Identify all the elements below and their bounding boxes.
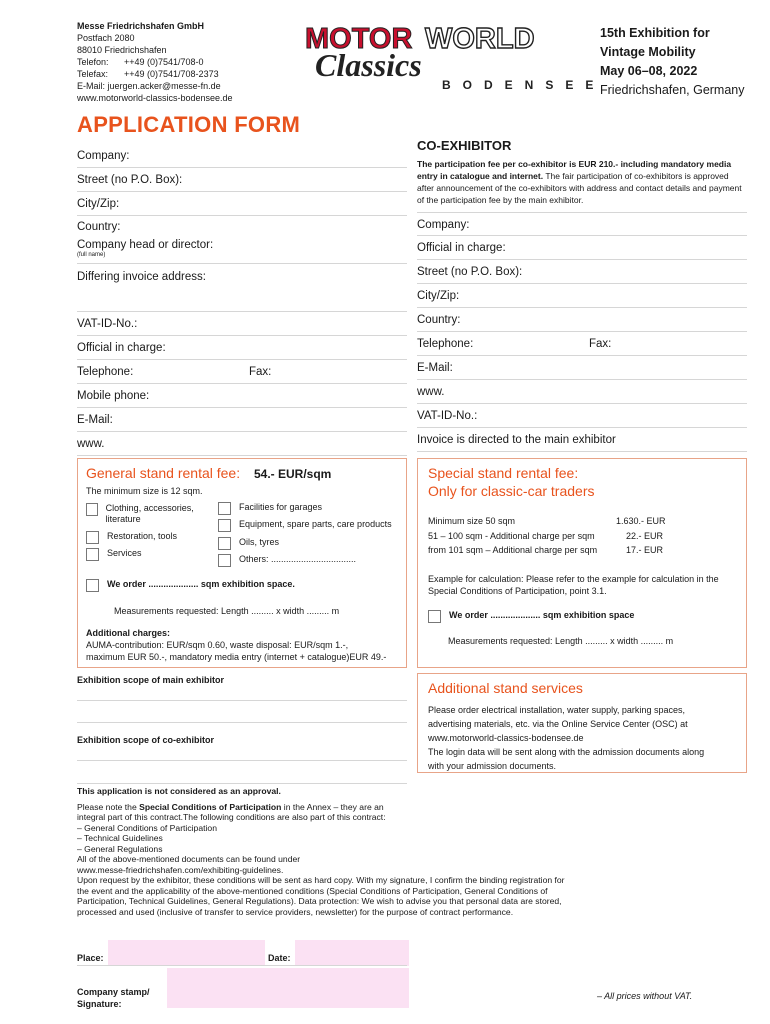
- co-www-label: www.: [417, 386, 445, 398]
- street-field[interactable]: [77, 168, 407, 192]
- co-telephone-field[interactable]: [417, 332, 747, 356]
- order-label: We order .................... sqm exhibition space: [449, 610, 635, 620]
- para-text: Please note the: [77, 801, 140, 812]
- services-title: Additional stand services: [428, 680, 583, 696]
- co-vat-label: VAT-ID-No.:: [417, 410, 478, 422]
- general-stand-box: [77, 458, 407, 668]
- co-telephone-label: Telephone:: [417, 338, 474, 350]
- date-label: Date:: [268, 953, 291, 963]
- option-label: Clothing, accessories, literature: [105, 503, 194, 524]
- additional-services-box: [417, 673, 747, 773]
- co-company-label: Company:: [417, 219, 470, 231]
- scope-main-line-2[interactable]: [77, 722, 407, 723]
- country-label: Country:: [77, 221, 121, 233]
- divider: [77, 965, 407, 966]
- general-order[interactable]: [86, 579, 404, 592]
- co-www-field[interactable]: [417, 380, 747, 404]
- co-country-field[interactable]: [417, 308, 747, 332]
- co-street-field[interactable]: [417, 260, 747, 284]
- event-dates: May 06–08, 2022: [600, 64, 698, 78]
- additional-charges-title: Additional charges:: [86, 628, 171, 638]
- event-line2: Vintage Mobility: [600, 45, 696, 59]
- condition-item-2: – Technical Guidelines: [77, 833, 163, 843]
- checkbox[interactable]: [86, 579, 99, 592]
- checkbox[interactable]: [86, 548, 99, 561]
- email-field[interactable]: [77, 408, 407, 432]
- phone-row: [77, 56, 233, 68]
- page-title: APPLICATION FORM: [77, 112, 301, 137]
- scope-co-label: Exhibition scope of co-exhibitor: [77, 735, 215, 745]
- checkbox[interactable]: [218, 502, 231, 515]
- coexhibitor-fee: The participation fee per co-exhibitor is EUR 210.- including mandatory media entry in catalogue and internet.: [417, 159, 732, 181]
- coexhibitor-section: [417, 138, 747, 452]
- special-stand-box: [417, 458, 747, 668]
- official-field[interactable]: [77, 336, 407, 360]
- general-price: 54.- EUR/sqm: [254, 467, 332, 481]
- fax-row: [77, 68, 233, 80]
- order-label: We order .................... sqm exhibition space.: [107, 579, 295, 589]
- logo-classics: Classics: [315, 47, 422, 83]
- phone-number: ++49 (0)7541/708-0: [124, 57, 204, 67]
- special-title: Special stand rental fee:: [428, 465, 579, 481]
- option-label: Others: ..................................: [239, 554, 357, 564]
- option-label: Restoration, tools: [107, 531, 178, 541]
- option-garages[interactable]: [218, 502, 406, 515]
- cityzip-label: City/Zip:: [77, 198, 120, 210]
- co-vat-field[interactable]: [417, 404, 747, 428]
- fax-label: Fax:: [249, 366, 272, 378]
- fax-label: Telefax:: [77, 69, 109, 79]
- scope-co-line-2[interactable]: [77, 783, 407, 784]
- option-clothing[interactable]: [86, 503, 216, 525]
- checkbox[interactable]: [218, 554, 231, 567]
- street-label: Street (no P.O. Box):: [77, 174, 183, 186]
- additional-charges-1: AUMA-contribution: EUR/sqm 0.60, waste disposal: EUR/sqm 1.-,: [86, 640, 349, 650]
- scope-co-line[interactable]: [77, 760, 407, 761]
- services-line5: with your admission documents.: [428, 761, 557, 771]
- special-conditions-link: Special Conditions of Participation: [139, 801, 282, 812]
- co-cityzip-field[interactable]: [417, 284, 747, 308]
- option-oils[interactable]: [218, 537, 406, 550]
- coexhibitor-text: [417, 158, 747, 206]
- co-country-label: Country:: [417, 314, 461, 326]
- general-min-size: The minimum size is 12 sqm.: [86, 486, 203, 496]
- option-equipment[interactable]: [218, 519, 406, 532]
- scope-main-line[interactable]: [77, 700, 407, 701]
- condition-item-1: – General Conditions of Participation: [77, 822, 217, 833]
- option-label: Services: [107, 548, 142, 558]
- documents-location: All of the above-mentioned documents can be found under www.messe-friedrichshafen.com/exhibiting-guidelines.: [77, 854, 301, 875]
- services-line4: The login data will be sent along with the admission documents along: [428, 747, 705, 757]
- cityzip-field[interactable]: [77, 192, 407, 216]
- special-order[interactable]: [428, 610, 738, 623]
- email: E-Mail: juergen.acker@messe-fn.de: [77, 81, 221, 91]
- head-label: Company head or director:: [77, 239, 214, 251]
- event-line1: 15th Exhibition for: [600, 26, 710, 40]
- additional-charges-2: maximum EUR 50.-, mandatory media entry (internet + catalogue)EUR 49.-: [86, 652, 387, 662]
- option-label: Equipment, spare parts, care products: [239, 519, 392, 529]
- www-field[interactable]: [77, 432, 407, 456]
- logo-motor: MOTOR: [305, 23, 413, 55]
- vat-label: VAT-ID-No.:: [77, 318, 138, 330]
- general-measurements[interactable]: Measurements requested: Length ......... x width ......... m: [114, 606, 340, 616]
- head-note: (full name): [77, 252, 106, 258]
- special-subtitle: Only for classic-car traders: [428, 483, 595, 499]
- company-field[interactable]: [77, 144, 407, 168]
- telephone-label: Telephone:: [77, 366, 134, 378]
- approval-note: This application is not considered as an approval.: [77, 786, 281, 796]
- co-email-field[interactable]: [417, 356, 747, 380]
- logo-world: WORLD: [425, 23, 535, 55]
- www-label: www.: [77, 438, 105, 450]
- coexhibitor-title: CO-EXHIBITOR: [417, 138, 512, 153]
- signature-label: Signature:: [77, 999, 122, 1009]
- date-field[interactable]: [295, 940, 409, 966]
- phone-label: Telefon:: [77, 57, 109, 67]
- option-restoration[interactable]: [86, 531, 216, 544]
- country-field[interactable]: [77, 216, 407, 234]
- company-label: Company:: [77, 150, 130, 162]
- services-url[interactable]: www.motorworld-classics-bodensee.de: [428, 733, 584, 743]
- co-company-field[interactable]: [417, 212, 747, 236]
- rate-row-1: Minimum size 50 sqm: [428, 516, 516, 526]
- invoice-label: Differing invoice address:: [77, 271, 206, 283]
- invoice-field[interactable]: [77, 264, 407, 312]
- event-location: Friedrichshafen, Germany: [600, 83, 745, 97]
- option-label: Facilities for garages: [239, 502, 323, 512]
- logo-bodensee: BODENSEE: [442, 78, 606, 92]
- option-services[interactable]: [86, 548, 216, 561]
- checkbox[interactable]: [428, 610, 441, 623]
- place-label: Place:: [77, 953, 104, 963]
- rate-value-1: 1.630.- EUR: [616, 516, 666, 526]
- checkbox[interactable]: [218, 519, 231, 532]
- general-title: General stand rental fee:: [86, 465, 241, 481]
- official-label: Official in charge:: [77, 342, 166, 354]
- postbox: Postfach 2080: [77, 33, 135, 43]
- rate-value-3: 17.- EUR: [626, 545, 664, 555]
- vat-note: – All prices without VAT.: [597, 991, 693, 1001]
- option-others[interactable]: [218, 554, 406, 567]
- rate-row-2: 51 – 100 sqm - Additional charge per sqm: [428, 531, 595, 541]
- scope-main-label: Exhibition scope of main exhibitor: [77, 675, 225, 685]
- fax-number: ++49 (0)7541/708-2373: [124, 69, 219, 79]
- sender-address: [77, 20, 233, 104]
- special-measurements[interactable]: Measurements requested: Length ......... x width ......... m: [448, 636, 674, 646]
- option-label: Oils, tyres: [239, 537, 280, 547]
- services-line1: Please order electrical installation, water supply, parking spaces,: [428, 705, 685, 715]
- signature-field[interactable]: [167, 968, 409, 1008]
- exhibitor-fields: [77, 144, 407, 456]
- co-cityzip-label: City/Zip:: [417, 290, 460, 302]
- co-invoice-note: [417, 428, 747, 452]
- conditions-para: [77, 802, 397, 823]
- city: 88010 Friedrichshafen: [77, 45, 167, 55]
- co-invoice-label: Invoice is directed to the main exhibitor: [417, 434, 616, 446]
- co-official-field[interactable]: [417, 236, 747, 260]
- co-street-label: Street (no P.O. Box):: [417, 266, 523, 278]
- company-name: Messe Friedrichshafen GmbH: [77, 21, 205, 31]
- telephone-field[interactable]: [77, 360, 407, 384]
- services-line2: advertising materials, etc. via the Online Service Center (OSC) at: [428, 719, 688, 729]
- condition-item-3: – General Regulations: [77, 843, 163, 854]
- signature-consent: Upon request by the exhibitor, these conditions will be sent as hard copy. With my signature, I confirm the binding registration for the event and the applicability of the above-mentioned conditions (Special Conditions of Participation, General Conditions of Participation, Technical Guidelines, General Regulations). Data protection: We wish to advise you that personal data are stored, processed and used (inclusive of transfer to service providers, newsletter) for the purpose of contract performance.: [77, 875, 565, 917]
- vat-field[interactable]: [77, 312, 407, 336]
- mobile-field[interactable]: [77, 384, 407, 408]
- email-label: E-Mail:: [77, 414, 113, 426]
- rate-row-3: from 101 sqm – Additional charge per sqm: [428, 545, 598, 555]
- head-field[interactable]: [77, 234, 407, 264]
- mobile-label: Mobile phone:: [77, 390, 150, 402]
- place-field[interactable]: [108, 940, 265, 966]
- rate-value-2: 22.- EUR: [626, 531, 664, 541]
- stamp-label: Company stamp/: [77, 987, 150, 997]
- co-email-label: E-Mail:: [417, 362, 453, 374]
- co-fax-label: Fax:: [589, 338, 612, 350]
- event-info: [600, 24, 745, 100]
- para-text: in the Annex – they are an integral part of this contract.The following conditions are also part of this contract:: [77, 801, 386, 822]
- co-official-label: Official in charge:: [417, 242, 506, 254]
- checkbox[interactable]: [218, 537, 231, 550]
- website: www.motorworld-classics-bodensee.de: [77, 93, 233, 103]
- conditions-note: [77, 786, 577, 917]
- calculation-example: Example for calculation: Please refer to the example for calculation in the Special Conditions of Participation, point 3.1.: [428, 574, 719, 596]
- coexhibitor-terms: The fair participation of co-exhibitors is approved after announcement of the co-exhibitors with address and contact details and payment of the participation fee by the main exhibitor.: [417, 171, 742, 205]
- checkbox[interactable]: [86, 503, 98, 516]
- checkbox[interactable]: [86, 531, 99, 544]
